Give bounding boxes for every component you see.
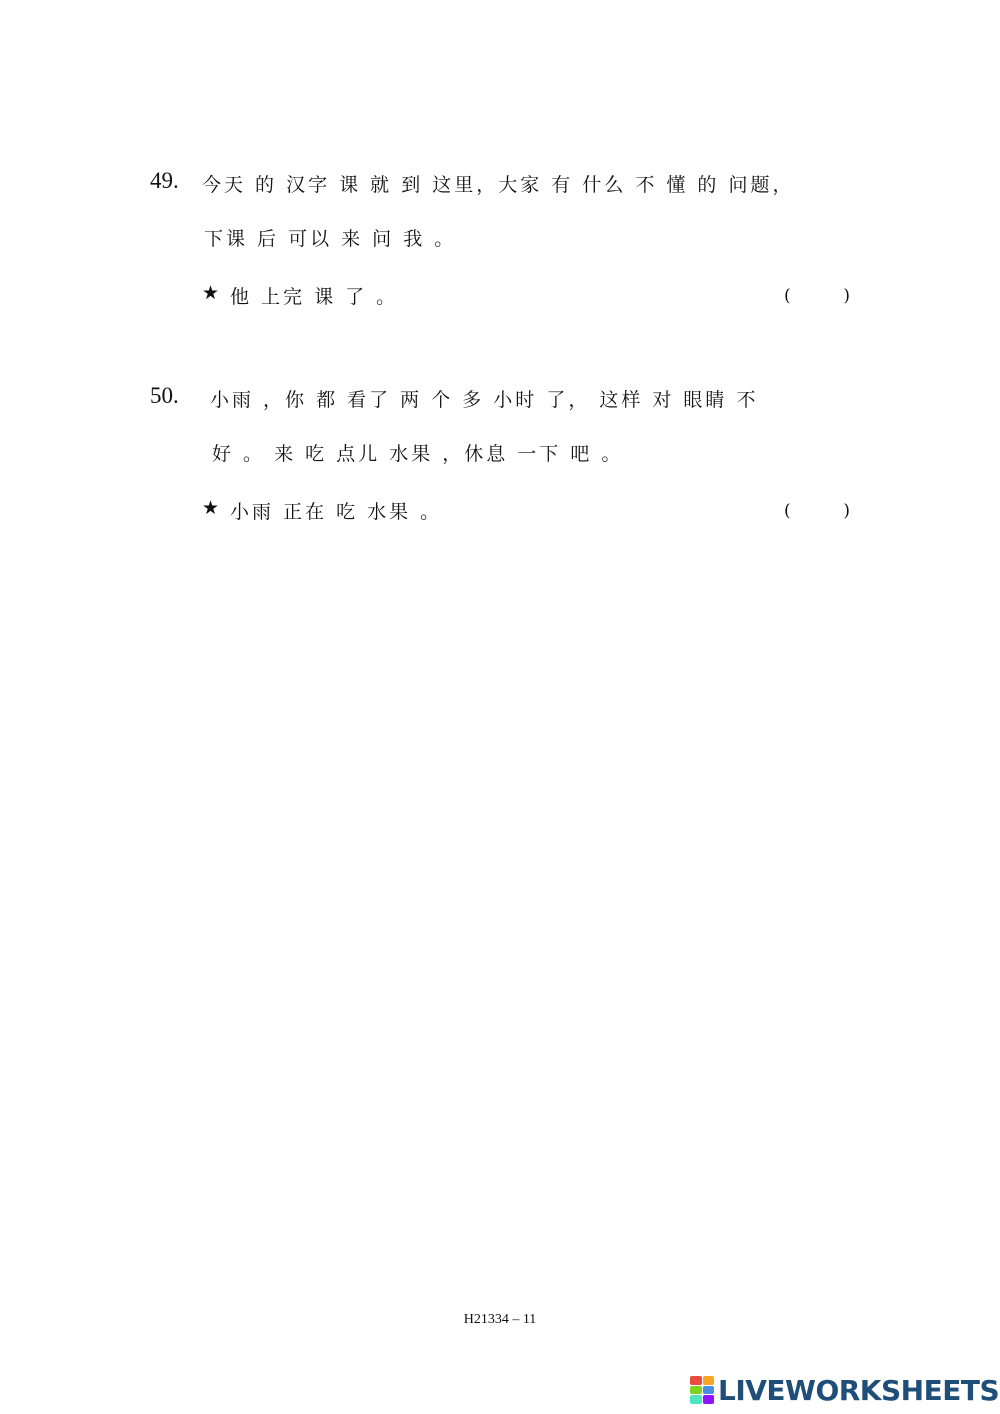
passage-line-1: 今天 的 汉字 课 就 到 这里，大家 有 什么 不 懂 的 问题， [202,174,795,196]
answer-close-paren: ) [843,286,850,306]
brand-blocks-icon [690,1376,714,1404]
answer-close-paren: ) [843,501,850,521]
answer-open-paren: ( [784,501,791,521]
answer-open-paren: ( [784,286,791,306]
star-icon: ★ [202,282,220,304]
answer-box[interactable] [780,497,854,525]
statement-row [202,497,854,527]
page-footer-code: H21334 – 11 [463,1312,537,1327]
statement-text: 他 上完 课 了 。 [230,286,399,308]
liveworksheets-logo [690,1372,999,1408]
statement-row [202,282,854,312]
question-number: 50. [150,383,179,408]
passage-line-2: 好 。 来 吃 点儿 水果 ，休息 一下 吧 。 [212,443,624,465]
passage-line-2: 下课 后 可以 来 问 我 。 [204,228,457,250]
statement-text: 小雨 正在 吃 水果 。 [230,501,443,523]
question-number: 49. [150,168,179,193]
star-icon: ★ [202,497,220,519]
passage-line-1: 小雨 ，你 都 看了 两 个 多 小时 了， 这样 对 眼睛 不 [210,389,759,411]
brand-name: LIVEWORKSHEETS [718,1373,1000,1407]
answer-box[interactable] [780,282,854,310]
